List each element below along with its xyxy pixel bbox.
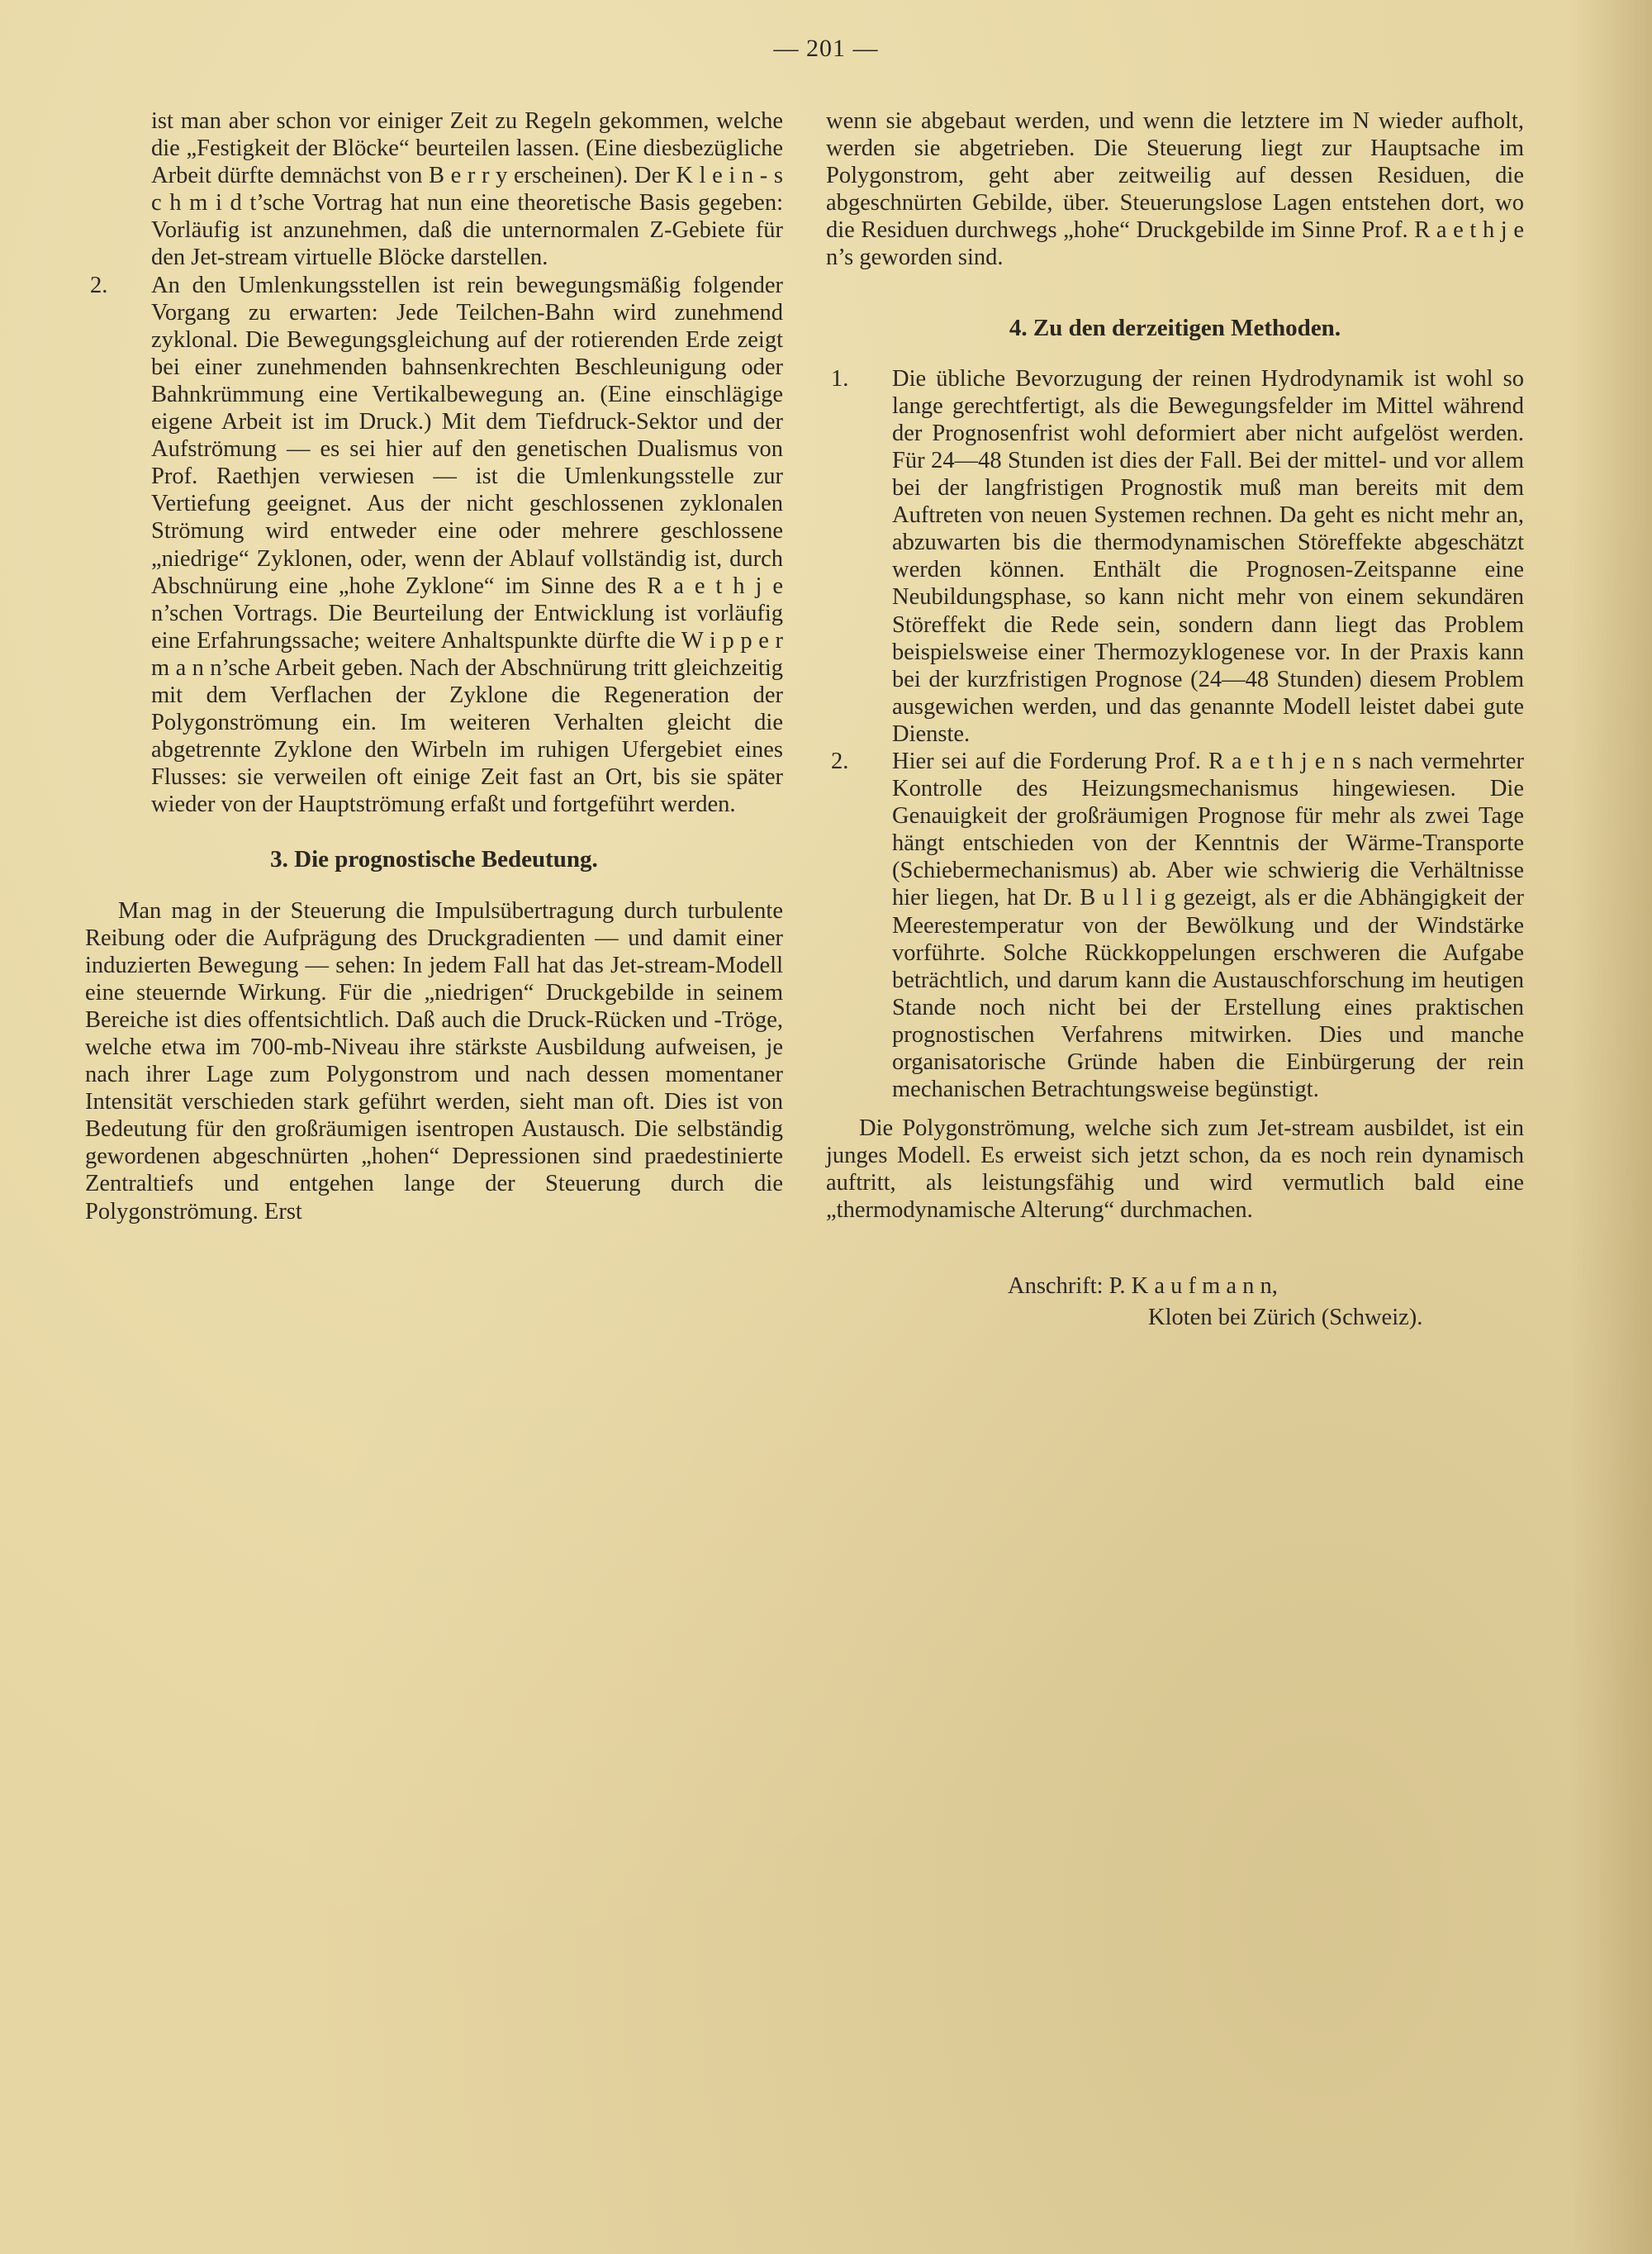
left-column (85, 107, 783, 1225)
page-number: — 201 — (773, 35, 879, 62)
item-text: An den Umlenkungsstellen ist rein bewegungsmäßig folgender Vorgang zu erwarten: Jede Teilchen-Bahn wird zunehmend zyklonal. Die Bewegungsgleichung auf der rotierenden Erde zeigt bei einer zunehmenden bahnsenkrechten Beschleunigung oder Bahnkrümmung eine Vertikalbewegung an. (Eine einschlägige eigene Arbeit ist im Druck.) Mit dem Tiefdruck-Sektor und der Aufströmung — es sei hier auf den genetischen Dualismus von Prof. Raethjen verwiesen — ist die Umlenkungsstelle zur Vertiefung geeignet. Aus der nicht geschlossenen zyklonalen Strömung wird entweder eine oder mehrere geschlossene „niedrige“ Zyklonen, oder, wenn der Ablauf vollständig ist, durch Abschnürung eine „hohe Zyklone“ im Sinne des R a e t h j e n’schen Vortrags. Die Beurteilung der Entwicklung ist vorläufig eine Erfahrungssache; weitere Anhaltspunkte dürfte die W i p p e r m a n n’sche Arbeit geben. Nach der Abschnürung tritt gleichzeitig mit dem Verflachen der Zyklone die Regeneration der Polygonströmung ein. Im weiteren Verhalten gleicht die abgetrennte Zyklone den Wirbeln im ruhigen Ufergebiet eines Flusses: sie verweilen oft einige Zeit fast an Ort, bis sie später wieder von der Hauptströmung erfaßt und fortgeführt werden. (151, 272, 783, 818)
author-address (826, 1271, 1524, 1334)
list-item (826, 748, 1524, 1103)
item-number: 2. (831, 748, 849, 774)
list-item (85, 272, 783, 819)
item-text: Hier sei auf die Forderung Prof. R a e t h j e n s nach vermehrter Kontrolle des Heizungsmechanismus hingewiesen. Die Genauigkeit der großräumigen Prognose für mehr als zwei Tage hängt entschieden von der Kenntnis der Wärme-Transporte (Schiebermechanismus) ab. Aber wie schwierig die Verhältnisse hier liegen, hat Dr. B u l l i g gezeigt, als er die Abhängigkeit der Meerestemperatur von der Bewölkung und der Windstärke vorführte. Solche Rückkoppelungen erschweren die Aufgabe beträchtlich, und darum kann die Austauschforschung im heutigen Stande noch nicht bei der Erstellung eines praktischen prognostischen Verfahrens mitwirken. Dies und manche organisatorische Gründe haben die Einbürgerung der rein mechanischen Betrachtungsweise begünstigt. (892, 748, 1524, 1103)
section-heading-4: 4. Zu den derzeitigen Methoden. (1009, 314, 1341, 341)
section-heading-3: 3. Die prognostische Bedeutung. (270, 846, 598, 873)
item-text: Die übliche Bevorzugung der reinen Hydrodynamik ist wohl so lange gerechtfertigt, als die Bewegungsfelder im Mittel während der Prognosenfrist wohl deformiert aber nicht aufgelöst werden. Für 24—48 Stunden ist dies der Fall. Bei der mittel- und vor allem bei der langfristigen Prognostik muß man bereits mit dem Auftreten von neuen Systemen rechnen. Da geht es nicht mehr an, abzuwarten bis die thermodynamischen Störeffekte abgeschätzt werden können. Enthält die Prognosen-Zeitspanne eine Neubildungsphase, so kann nicht mehr von einem sekundären Störeffekt die Rede sein, sondern dann liegt das Problem beispielsweise einer Thermozyklogenese vor. In der Praxis kann bei der kurzfristigen Prognose (24—48 Stunden) diesem Problem ausgewichen werden, und das genannte Modell leistet dabei gute Dienste. (892, 365, 1524, 747)
left-continuation-paragraph: ist man aber schon vor einiger Zeit zu Regeln gekommen, welche die „Festigkeit der Blöcke“ beurteilen lassen. (Eine diesbezügliche Arbeit dürfte demnächst von B e r r y erscheinen). Der K l e i n - s c h m i d t’sche Vortrag hat nun eine theoretische Basis gegeben: Vorläufig ist anzunehmen, daß die unternormalen Z-Gebiete für den Jet-stream virtuelle Blöcke darstellen. (151, 108, 783, 271)
address-line-2: Kloten bei Zürich (Schweiz). (1148, 1304, 1423, 1330)
right-column (826, 107, 1524, 1334)
closing-paragraph: Die Polygonströmung, welche sich zum Jet-stream ausbildet, ist ein junges Modell. Es erweist sich jetzt schon, da es noch rein dynamisch auftritt, als leistungsfähig und wird vermutlich bald eine „thermodynamische Alterung“ durchmachen. (826, 1115, 1524, 1224)
left-numbered-list (85, 272, 783, 819)
item-number: 1. (831, 365, 849, 392)
section-3-paragraph: Man mag in der Steuerung die Impulsübertragung durch turbulente Reibung oder die Aufprägung des Druckgradienten — und damit einer induzierten Bewegung — sehen: In jedem Fall hat das Jet-stream-Modell eine steuernde Wirkung. Für die „niedrigen“ Druckgebilde in seinem Bereiche ist dies offentsichtlich. Daß auch die Druck-Rücken und -Tröge, welche etwa im 700-mb-Niveau ihre stärkste Ausbildung aufweisen, je nach ihrer Lage zum Polygonstrom und nach dessen momentaner Intensität verschieden stark geführt werden, sieht man oft. Dies ist von Bedeutung für den großräumigen isentropen Austausch. Die selbständig gewordenen abgeschnürten „hohen“ Depressionen sind praedestinierte Zentraltiefs und entgehen lange der Steuerung durch die Polygonströmung. Erst (85, 897, 783, 1224)
address-line-1: Anschrift: P. K a u f m a n n, (1008, 1272, 1278, 1299)
list-item (826, 365, 1524, 748)
right-numbered-list (826, 365, 1524, 1104)
right-continuation-paragraph: wenn sie abgebaut werden, und wenn die letztere im N wieder aufholt, werden sie abgetrieben. Die Steuerung liegt zur Hauptsache im Polygonstrom, geht aber zeitweilig auf dessen Residuen, die abgeschnürten Gebilde, über. Steuerungslose Lagen entstehen dort, wo die Residuen durchwegs „hohe“ Druckgebilde im Sinne Prof. R a e t h j e n’s geworden sind. (826, 108, 1524, 271)
item-number: 2. (90, 272, 108, 298)
